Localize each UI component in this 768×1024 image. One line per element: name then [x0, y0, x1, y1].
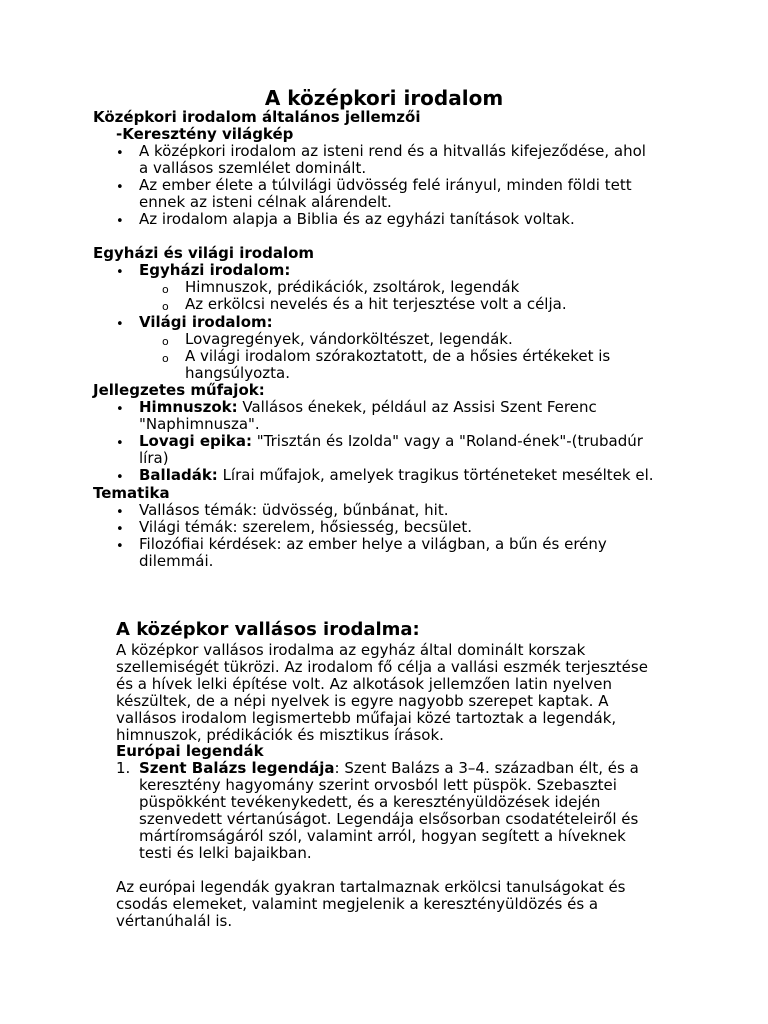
paragraph-line: szellemiségét tükrözi. Az irodalom fő célja a vallási eszmék terjesztése: [116, 658, 648, 676]
list-item-line: Világi témák: szerelem, hősiesség, becsület.: [139, 518, 473, 536]
list-item-line: Az irodalom alapja a Biblia és az egyházi tanítások voltak.: [139, 210, 575, 228]
section-heading-religious-literature: A középkor vallásos irodalma:: [116, 619, 420, 640]
list-item-line: líra): [139, 449, 169, 467]
list-item-line: ennek az isteni célnak alárendelt.: [139, 193, 392, 211]
paragraph-line: készültek, de a népi nyelvek is egyre nagyobb szerepet kaptak. A: [116, 692, 609, 710]
list-item-line: dilemmái.: [139, 552, 214, 570]
sublist-item-line: Lovagregények, vándorköltészet, legendák.: [185, 330, 513, 348]
bullet-icon: •: [116, 522, 124, 537]
numbered-item-line: keresztény hagyomány szerint orvosból lett püspök. Szebasztei: [139, 776, 617, 794]
term-label: Lovagi epika:: [139, 432, 253, 450]
paragraph-line: csodás elemeket, valamint megjelenik a keresztényüldözés és a: [116, 895, 599, 913]
subheading-christian-worldview: -Keresztény világkép: [116, 125, 294, 143]
term-text: "Trisztán és Izolda" vagy a "Roland-ének"-(trubadúr: [252, 432, 643, 450]
bullet-icon: •: [116, 505, 124, 520]
circle-bullet-icon: o: [162, 283, 169, 296]
bullet-icon: •: [116, 214, 124, 229]
paragraph-line: Az európai legendák gyakran tartalmaznak erkölcsi tanulságokat és: [116, 878, 626, 896]
numbered-item-line: szenvedett vértanúságot. Legendája elsősorban csodatételeiről és: [139, 810, 639, 828]
bullet-icon: •: [116, 470, 124, 485]
list-item-line: [139, 399, 597, 416]
paragraph-line: A középkor vallásos irodalma az egyház által dominált korszak: [116, 641, 586, 659]
list-item-line: Vallásos témák: üdvösség, bűnbánat, hit.: [139, 501, 449, 519]
term-text: Vallásos énekek, például az Assisi Szent Ferenc: [237, 398, 597, 416]
list-item-line: "Naphimnusza".: [139, 415, 260, 433]
section-heading-genres: Jellegzetes műfajok:: [93, 381, 265, 399]
term-label: Himnuszok:: [139, 398, 238, 416]
sublist-item-line: Az erkölcsi nevelés és a hit terjesztése volt a célja.: [185, 295, 567, 313]
sublist-item-line: Himnuszok, prédikációk, zsoltárok, legendák: [185, 278, 520, 296]
bullet-icon: •: [116, 180, 124, 195]
subheading-european-legends: Európai legendák: [116, 742, 264, 760]
page-title: A középkori irodalom: [264, 86, 504, 110]
sublist-item-line: hangsúlyozta.: [185, 364, 290, 382]
section-heading-church-secular: Egyházi és világi irodalom: [93, 244, 315, 262]
bullet-icon: •: [116, 539, 124, 554]
section-heading-general: Középkori irodalom általános jellemzői: [93, 108, 421, 126]
bullet-icon: •: [116, 317, 124, 332]
term-label: Balladák:: [139, 466, 218, 484]
section-heading-themes: Tematika: [93, 484, 170, 502]
term-text: Lírai műfajok, amelyek tragikus történeteket meséltek el.: [217, 466, 654, 484]
list-item-line: [139, 433, 643, 450]
numbered-item-line: testi és lelki bajaikban.: [139, 844, 312, 862]
bullet-icon: •: [116, 402, 124, 417]
sublist-item-line: A világi irodalom szórakoztatott, de a hősies értékeket is: [185, 347, 611, 365]
numbered-item-line: [139, 760, 639, 777]
circle-bullet-icon: o: [162, 335, 169, 348]
paragraph-line: vallásos irodalom legismertebb műfajai közé tartoztak a legendák,: [116, 709, 617, 727]
bullet-icon: •: [116, 265, 124, 280]
list-label-church: Egyházi irodalom:: [139, 261, 291, 279]
list-item-line: A középkori irodalom az isteni rend és a hitvallás kifejeződése, ahol: [139, 142, 646, 160]
list-item-line: a vallásos szemlélet dominált.: [139, 159, 367, 177]
circle-bullet-icon: o: [162, 300, 169, 313]
bullet-icon: •: [116, 436, 124, 451]
numbered-item-line: püspökként tevékenykedett, és a keresztényüldözések idején: [139, 793, 601, 811]
term-label: Szent Balázs legendája: [139, 759, 335, 777]
numbered-item-line: mártíromságáról szól, valamint arról, hogyan segített a híveknek: [139, 827, 626, 845]
bullet-icon: •: [116, 146, 124, 161]
list-number: 1.: [116, 759, 131, 777]
circle-bullet-icon: o: [162, 352, 169, 365]
paragraph-line: vértanúhalál is.: [116, 912, 233, 930]
list-label-secular: Világi irodalom:: [139, 313, 273, 331]
list-item-line: [139, 467, 654, 484]
list-item-line: Az ember élete a túlvilági üdvösség felé irányul, minden földi tett: [139, 176, 632, 194]
list-item-line: Filozófiai kérdések: az ember helye a világban, a bűn és erény: [139, 535, 607, 553]
term-text: : Szent Balázs a 3–4. században élt, és a: [334, 759, 639, 777]
paragraph-line: és a hívek lelki építése volt. Az alkotások jellemzően latin nyelven: [116, 675, 612, 693]
paragraph-line: himnuszok, prédikációk és misztikus írások.: [116, 726, 444, 744]
